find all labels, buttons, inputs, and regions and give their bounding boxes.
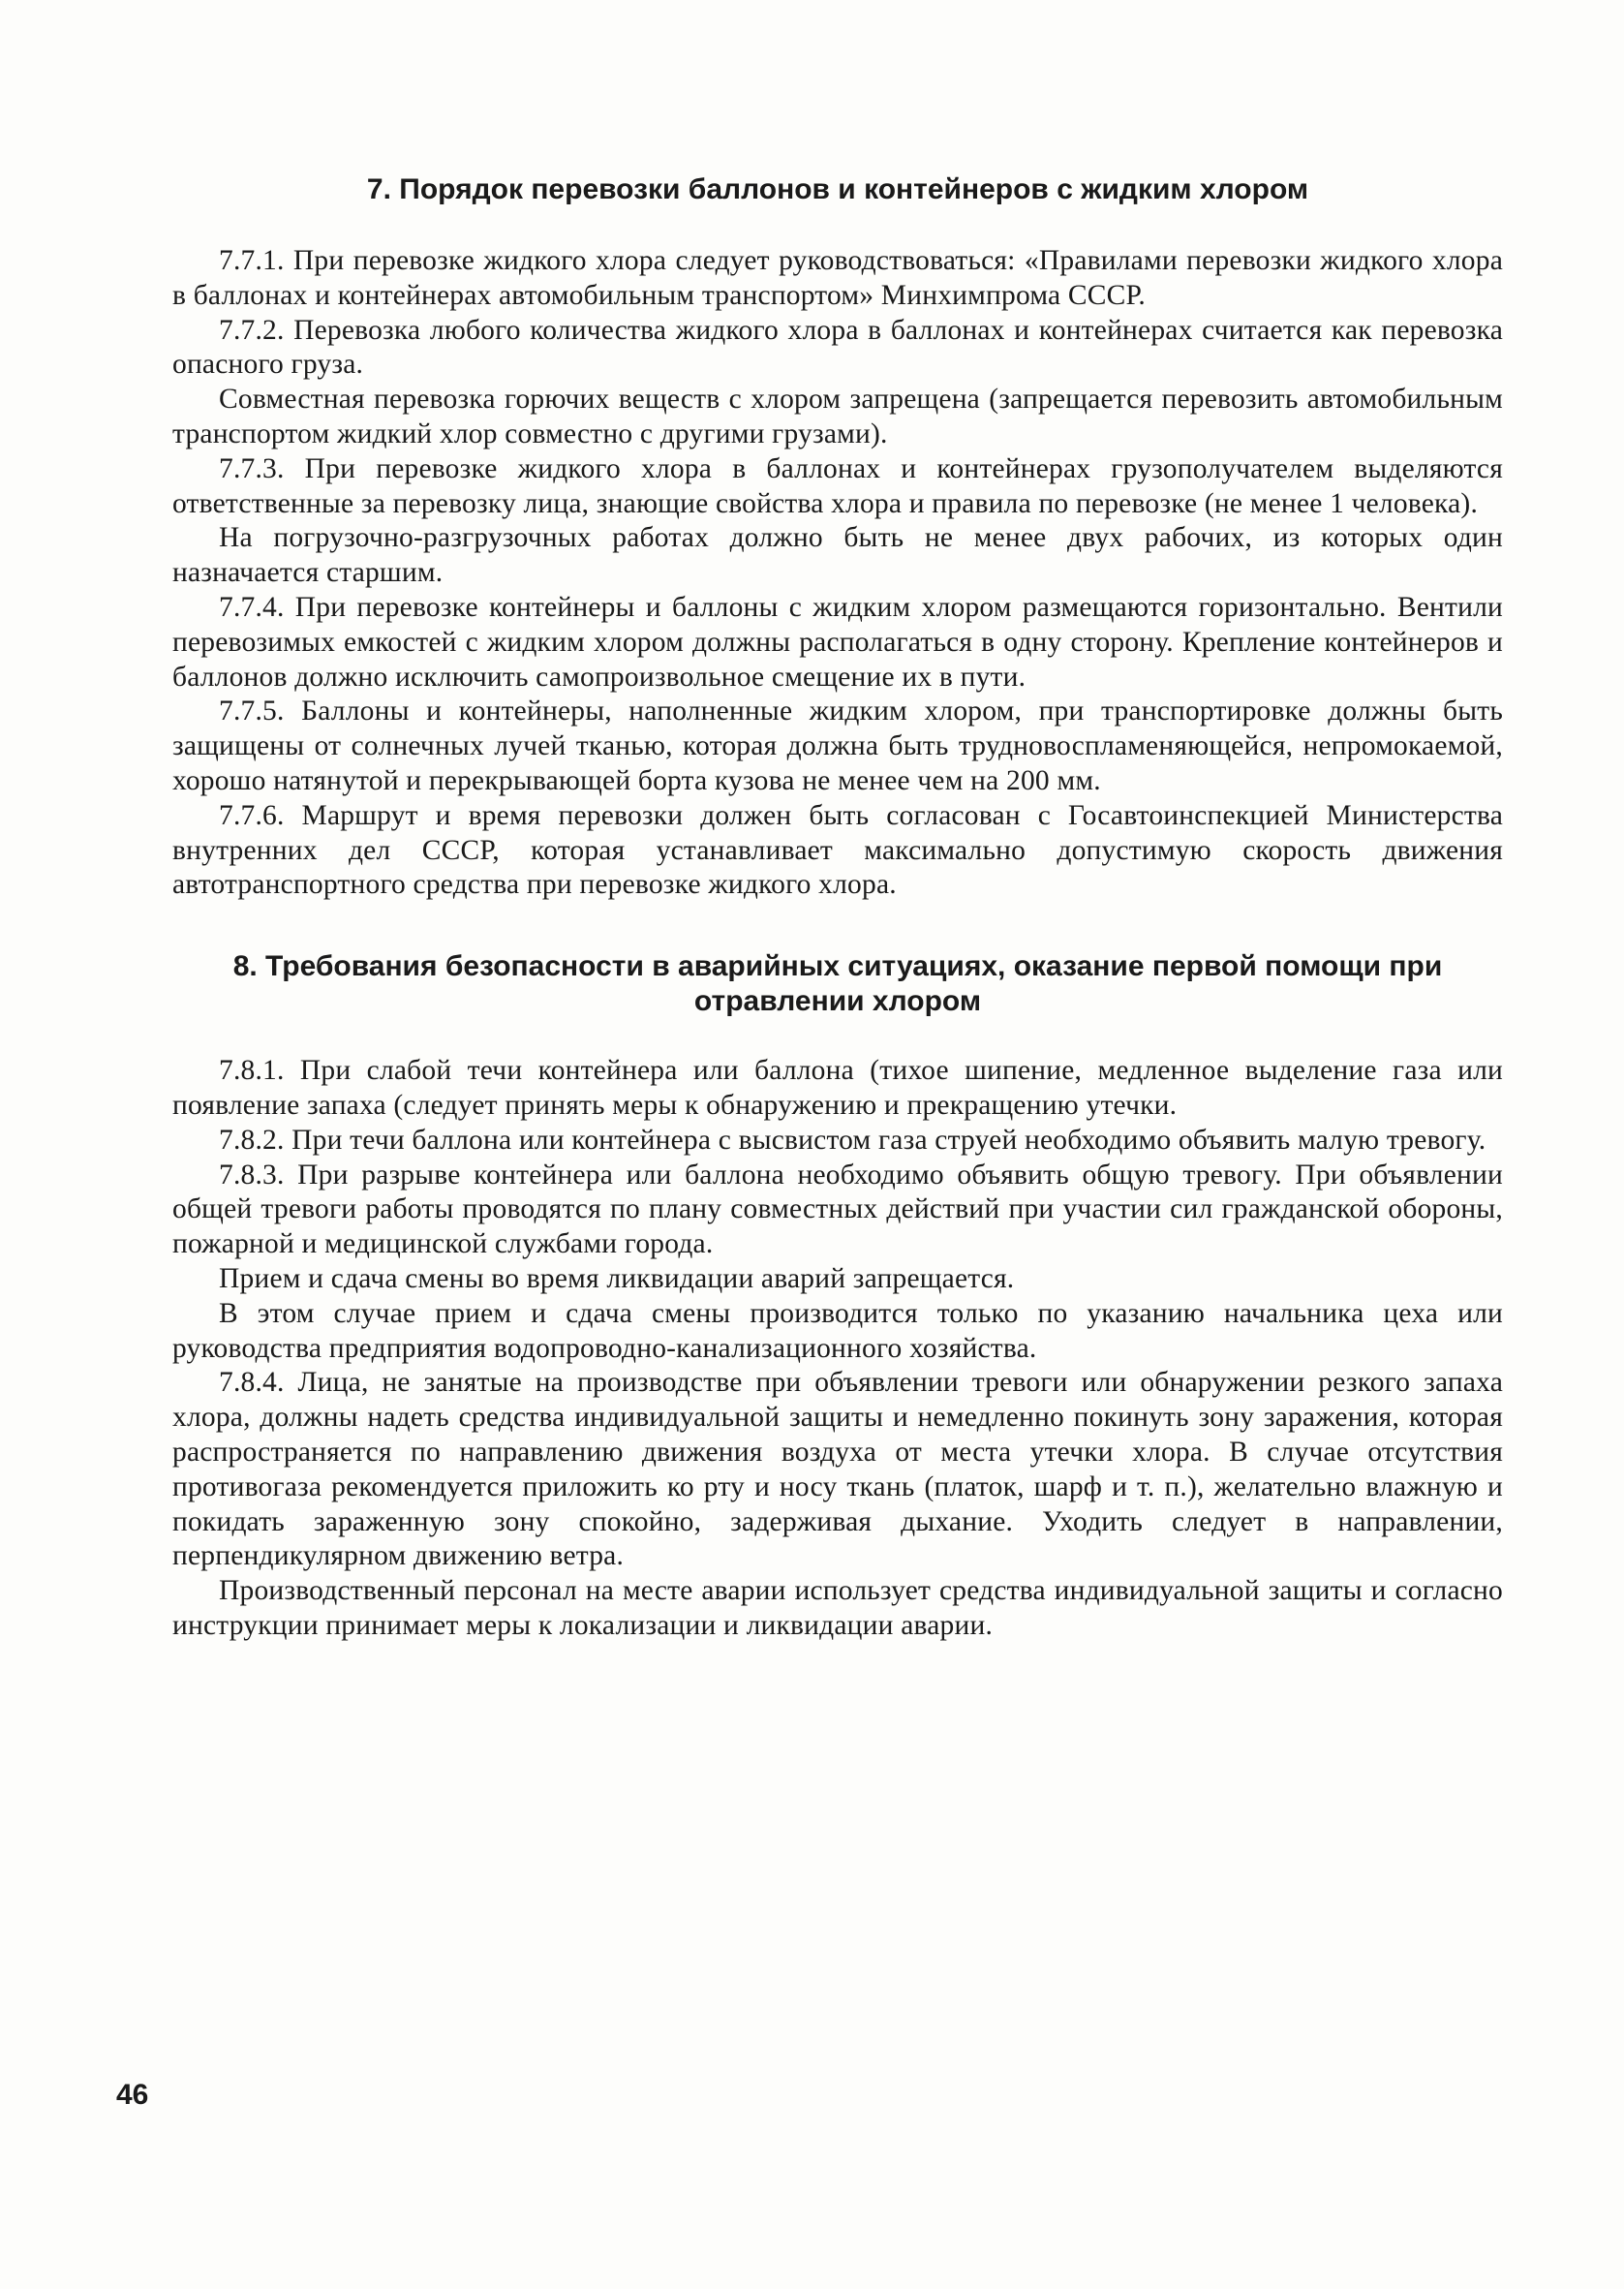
paragraph-7-8-2: 7.8.2. При течи баллона или контейнера с высвистом газа струей необходимо объявить малую тревогу.	[219, 1124, 1486, 1156]
page-number: 46	[116, 2079, 149, 2111]
paragraph-7-8-1: 7.8.1. При слабой течи контейнера или баллона (тихое шипение, медленное выделение газа или появление запаха (следует принять меры к обнаружению и прекращению утечки.	[172, 1055, 1503, 1121]
paragraph-loading-workers: На погрузочно-разгрузочных работах должно быть не менее двух рабочих, из которых один назначается старшим.	[172, 522, 1503, 589]
section-7-title: 7. Порядок перевозки баллонов и контейнеров с жидким хлором	[366, 173, 1309, 205]
paragraph-7-7-4: 7.7.4. При перевозке контейнеры и баллоны с жидким хлором размещаются горизонтально. Вентили перевозимых емкостей с жидким хлором должны располагаться в одну сторону. Крепление контейнеров и баллонов должно исключить самопроизвольное смещение их в пути.	[172, 591, 1503, 693]
paragraph-shift-change-forbidden: Прием и сдача смены во время ликвидации аварий запрещается.	[219, 1262, 1015, 1294]
paragraph-7-7-1: 7.7.1. При перевозке жидкого хлора следует руководствоваться: «Правилами перевозки жидкого хлора в баллонах и контейнерах автомобильным транспортом» Минхимпрома СССР.	[172, 245, 1503, 311]
page-content	[172, 172, 1503, 1644]
paragraph-7-7-5: 7.7.5. Баллоны и контейнеры, наполненные жидким хлором, при транспортировке должны быть защищены от солнечных лучей тканью, которая должна быть трудновоспламеняющейся, непромокаемой, хорошо натянутой и перекрывающей борта кузова не менее чем на 200 мм.	[172, 696, 1503, 796]
paragraph-7-7-3: 7.7.3. При перевозке жидкого хлора в баллонах и контейнерах грузополучателем выделяются ответственные за перевозку лица, знающие свойства хлора и правила по перевозке (не менее 1 человека).	[172, 452, 1503, 519]
paragraph-personnel-actions: Производственный персонал на месте аварии использует средства индивидуальной защиты и согласно инструкции принимает меры к локализации и ликвидации аварии.	[172, 1575, 1503, 1641]
paragraph-7-7-6: 7.7.6. Маршрут и время перевозки должен быть согласован с Госавтоинспекцией Министерства внутренних дел СССР, которая устанавливает максимально допустимую скорость движения автотранспортного средства при перевозке жидкого хлора.	[172, 799, 1503, 901]
paragraph-7-8-3: 7.8.3. При разрыве контейнера или баллона необходимо объявить общую тревогу. При объявлении общей тревоги работы проводятся по плану совместных действий при участии сил гражданской обороны, пожарной и медицинской службами города.	[172, 1159, 1503, 1260]
paragraph-joint-transport: Совместная перевозка горючих веществ с хлором запрещена (запрещается перевозить автомобильным транспортом жидкий хлор совместно с другими грузами).	[172, 384, 1503, 449]
section-8-title: 8. Требования безопасности в аварийных ситуациях, оказание первой помощи при отравлении хлором	[232, 950, 1443, 1018]
paragraph-7-8-4: 7.8.4. Лица, не занятые на производстве при объявлении тревоги или обнаружении резкого запаха хлора, должны надеть средства индивидуальной защиты и немедленно покинуть зону заражения, которая распространяется по направлению движения воздуха от места утечки хлора. В случае отсутствия противогаза рекомендуется приложить ко рту и носу ткань (платок, шарф и т. п.), желательно влажную и покидать зараженную зону спокойно, задерживая дыхание. Уходить следует в направлении, перпендикулярном движению ветра.	[172, 1367, 1503, 1572]
paragraph-shift-change-instruction: В этом случае прием и сдача смены производится только по указанию начальника цеха или руководства предприятия водопроводно-канализационного хозяйства.	[172, 1297, 1503, 1364]
paragraph-7-7-2: 7.7.2. Перевозка любого количества жидкого хлора в баллонах и контейнерах считается как перевозка опасного груза.	[172, 314, 1503, 381]
